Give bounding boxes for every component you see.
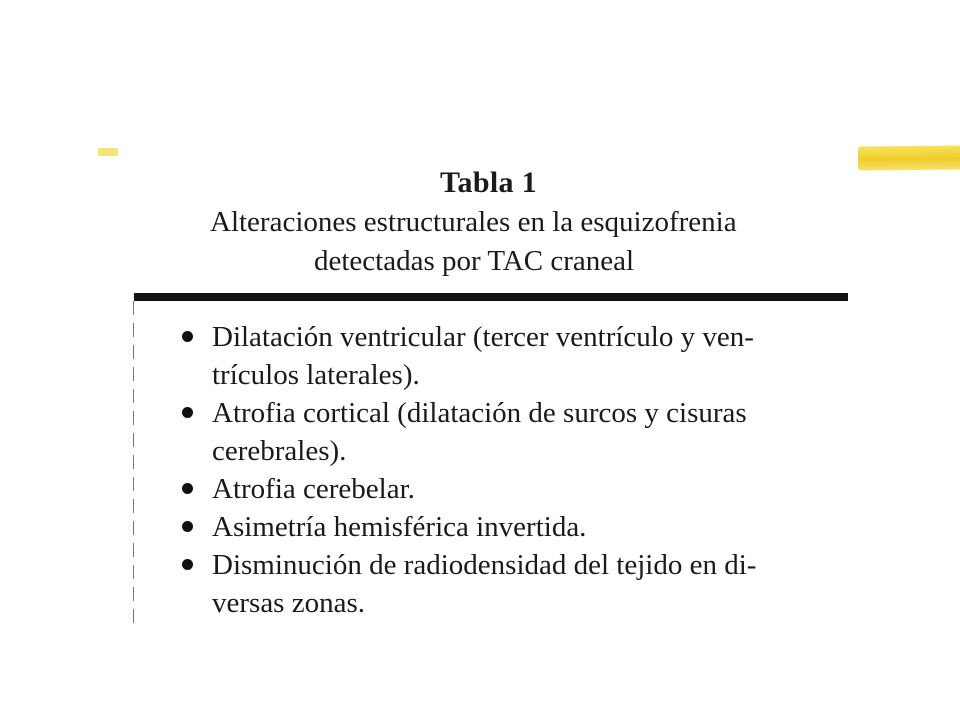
list-item (180, 318, 820, 394)
list-item-text: versas zonas. (212, 587, 366, 619)
bullet-icon (182, 331, 193, 342)
bullet-icon (182, 483, 193, 494)
list-item (180, 470, 820, 508)
list-item-text: trículos laterales). (212, 359, 420, 391)
list-item-text: Dilatación ventricular (tercer ventrículo y ven- (212, 321, 754, 353)
list-item-text: Asimetría hemisférica invertida. (212, 511, 587, 543)
alterations-list (180, 318, 820, 622)
scan-left-edge (133, 301, 134, 631)
list-item (180, 508, 820, 546)
bullet-icon (182, 521, 193, 532)
bullet-icon (182, 559, 193, 570)
table-caption-line-2: detectadas por TAC craneal (314, 245, 635, 277)
table-caption-line-1: Alteraciones estructurales en la esquizofrenia (210, 206, 737, 238)
bullet-icon (182, 407, 193, 418)
list-item-text: cerebrales). (212, 435, 347, 467)
list-item-text: Atrofia cortical (dilatación de surcos y cisuras (212, 397, 747, 429)
highlighter-mark-left (98, 148, 118, 156)
table-top-rule (134, 293, 848, 301)
list-item-text: Atrofia cerebelar. (212, 473, 415, 505)
highlighter-mark-right (858, 145, 960, 170)
table-title: Tabla 1 (440, 166, 537, 199)
list-item (180, 394, 820, 470)
list-item (180, 546, 820, 622)
list-item-text: Disminución de radiodensidad del tejido en di- (212, 549, 757, 581)
